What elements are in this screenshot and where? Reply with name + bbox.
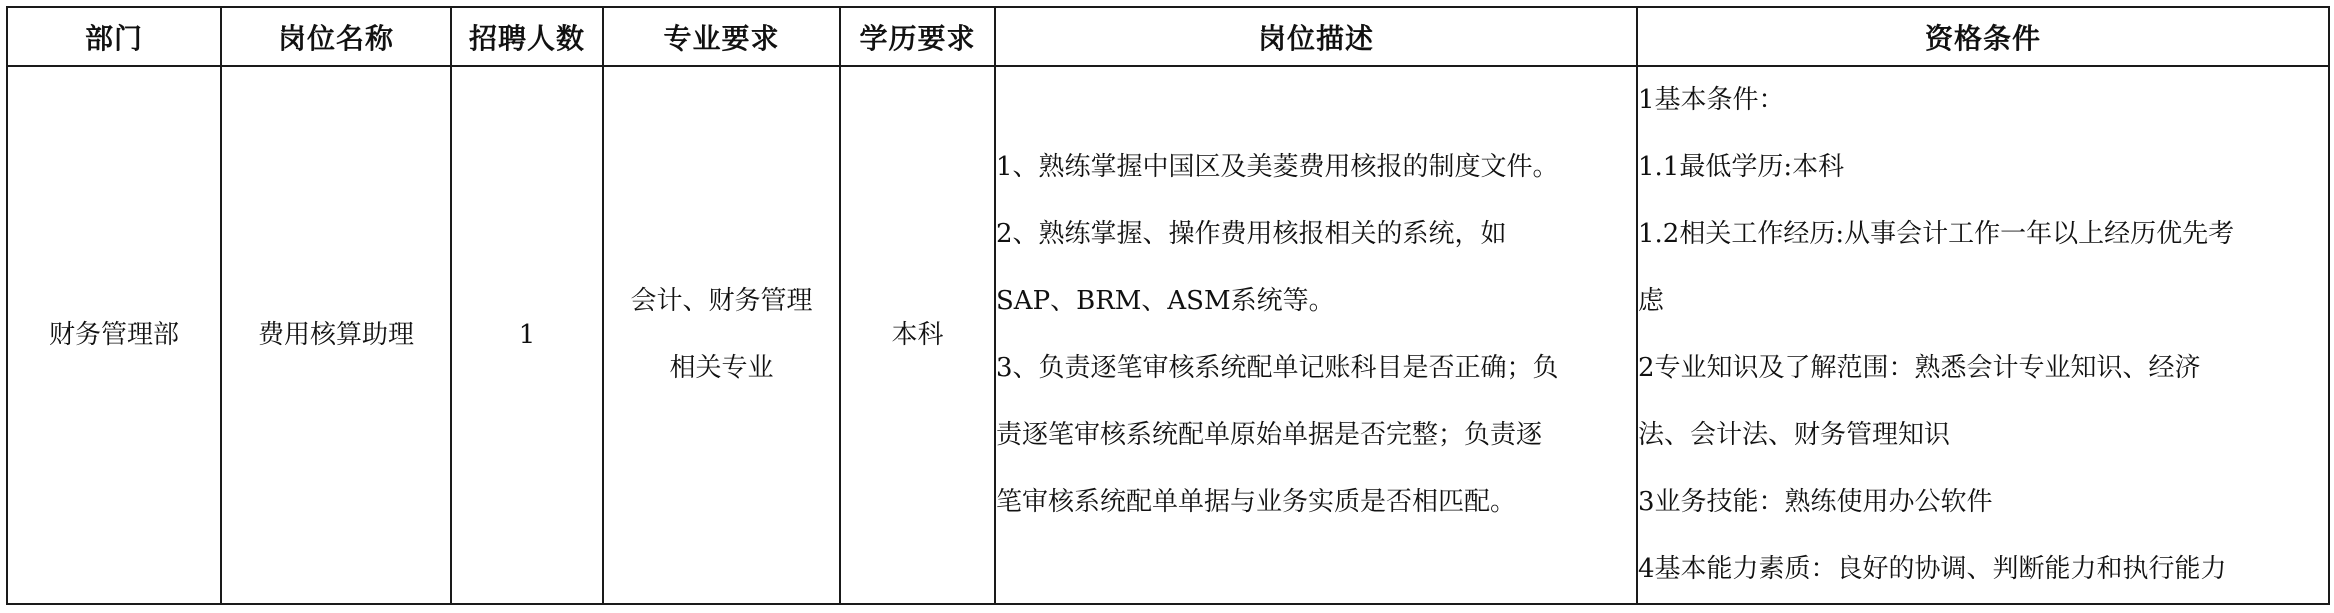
qualification-line: 4基本能力素质：良好的协调、判断能力和执行能力 <box>1638 554 2227 584</box>
major-requirement-line: 会计、财务管理 <box>630 286 813 316</box>
recruitment-table-sheet <box>6 6 2330 605</box>
header-job-description: 岗位描述 <box>995 7 1637 66</box>
headcount-value: 1 <box>518 319 536 350</box>
job-description-line: 责逐笔审核系统配单原始单据是否完整；负责逐 <box>996 420 1543 450</box>
cell-major-requirement <box>603 66 840 604</box>
department-value: 财务管理部 <box>48 319 179 350</box>
qualification-line: 1.2相关工作经历:从事会计工作一年以上经历优先考 <box>1638 219 2235 249</box>
major-requirement-line: 相关专业 <box>669 353 774 383</box>
cell-department <box>7 66 221 604</box>
recruitment-table <box>6 6 2330 605</box>
header-education-requirement: 学历要求 <box>840 7 995 66</box>
cell-position-name <box>221 66 451 604</box>
table-row <box>7 66 2329 604</box>
cell-education-requirement <box>840 66 995 604</box>
job-description-line: 笔审核系统配单单据与业务实质是否相匹配。 <box>996 487 1517 517</box>
qualification-line: 2专业知识及了解范围：熟悉会计专业知识、经济 <box>1638 353 2201 383</box>
header-headcount: 招聘人数 <box>451 7 603 66</box>
header-major-requirement: 专业要求 <box>603 7 840 66</box>
header-row <box>7 7 2329 66</box>
cell-headcount <box>451 66 603 604</box>
header-position-name: 岗位名称 <box>221 7 451 66</box>
cell-job-description <box>995 66 1637 604</box>
header-qualifications: 资格条件 <box>1637 7 2329 66</box>
position-name-value: 费用核算助理 <box>257 319 414 350</box>
qualification-line: 3业务技能：熟练使用办公软件 <box>1638 487 1993 517</box>
qualification-line: 法、会计法、财务管理知识 <box>1638 420 1951 450</box>
header-department: 部门 <box>7 7 221 66</box>
job-description-line: 1、熟练掌握中国区及美菱费用核报的制度文件。 <box>996 152 1559 182</box>
job-description-line: SAP、BRM、ASM系统等。 <box>996 286 1335 316</box>
qualification-line: 虑 <box>1638 286 1665 316</box>
cell-qualifications <box>1637 66 2329 604</box>
job-description-line: 3、负责逐笔审核系统配单记账科目是否正确；负 <box>996 353 1559 383</box>
job-description-line: 2、熟练掌握、操作费用核报相关的系统，如 <box>996 219 1507 249</box>
qualification-line: 1基本条件： <box>1638 85 1785 115</box>
qualification-line: 1.1最低学历:本科 <box>1638 152 1845 182</box>
education-requirement-value: 本科 <box>891 319 944 350</box>
